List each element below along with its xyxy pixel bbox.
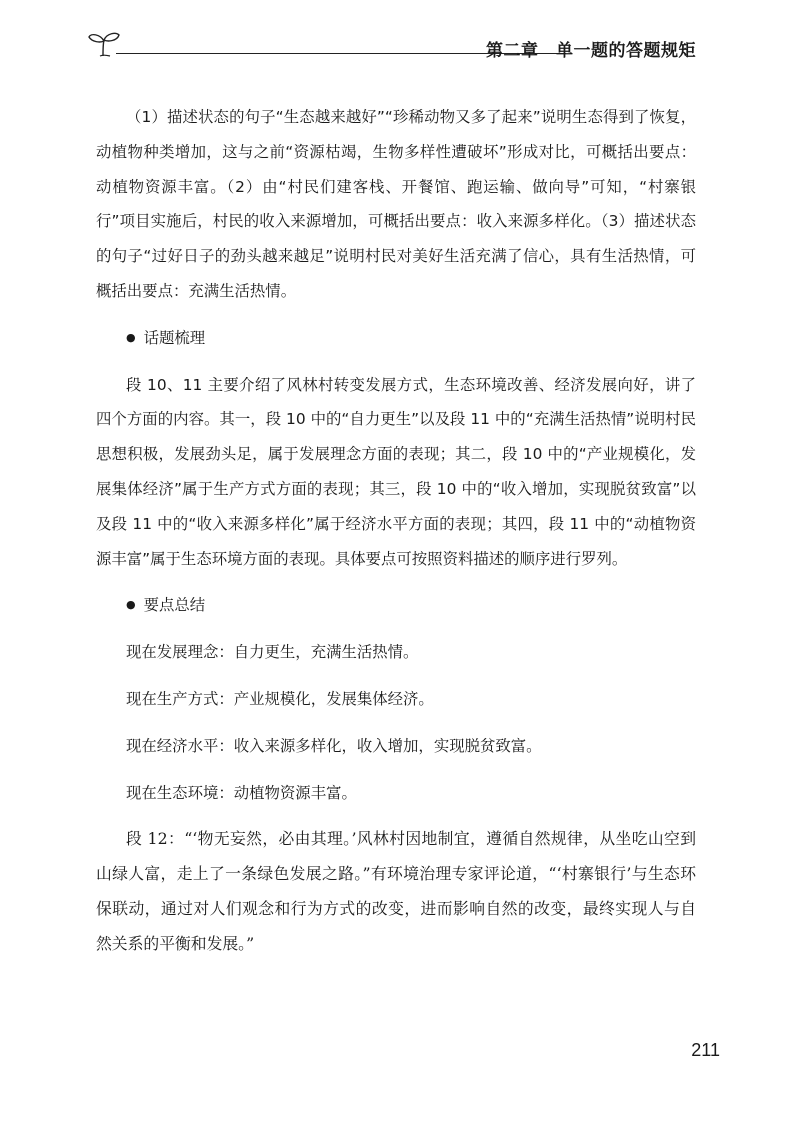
page-number: 211	[691, 1040, 720, 1060]
summary-item: 现在发展理念：自力更生，充满生活热情。	[126, 643, 419, 662]
summary-heading: ● 要点总结	[96, 588, 696, 623]
topic-paragraph: 段 10、11 主要介绍了风林村转变发展方式，生态环境改善、经济发展向好，讲了四个方面的内容。其一，段 10 中的“自力更生”以及段 11 中的“充满生活热情”说明村民思想积极，发展劲头足，属于发展理念方面的表现；其二，段 10 中的“产业规模化，发展集体经济”属于生产方式方面的表现；其三，段 10 中的“收入增加，实现脱贫致富”以及段 11 中的“收入来源多样化”属于经济水平方面的表现；其四，段 11 中的“动植物资源丰富”属于生态环境方面的表现。具体要点可按照资料描述的顺序进行罗列。	[96, 375, 696, 568]
quoted-paragraph-12: 段 12：“‘物无妄然，必由其理。’风林村因地制宜，遵循自然规律，从坐吃山空到山绿人富，走上了一条绿色发展之路。”有环境治理专家评论道，“‘村寨银行’与生态环保联动，通过对人们观念和行为方式的改变，进而影响自然的改变，最终实现人与自然关系的平衡和发展。”	[96, 829, 696, 953]
page-header	[86, 28, 704, 64]
summary-item: 现在生态环境：动植物资源丰富。	[126, 783, 357, 802]
analysis-paragraph: （1）描述状态的句子“生态越来越好”“珍稀动物又多了起来”说明生态得到了恢复，动植物种类增加，这与之前“资源枯竭，生物多样性遭破坏”形成对比，可概括出要点：动植物资源丰富。（2）由“村民们建客栈、开餐馆、跑运输、做向导”可知，“村寨银行”项目实施后，村民的收入来源增加，可概括出要点：收入来源多样化。（3）描述状态的句子“过好日子的劲头越来越足”说明村民对美好生活充满了信心，具有生活热情，可概括出要点：充满生活热情。	[96, 108, 696, 300]
summary-item: 现在生产方式：产业规模化，发展集体经济。	[126, 689, 434, 708]
topic-heading: ● 话题梳理	[96, 321, 696, 356]
summary-item: 现在经济水平：收入来源多样化，收入增加，实现脱贫致富。	[126, 736, 542, 755]
chapter-title: 第二章 单一题的答题规矩	[486, 41, 696, 61]
page-content	[96, 100, 696, 962]
